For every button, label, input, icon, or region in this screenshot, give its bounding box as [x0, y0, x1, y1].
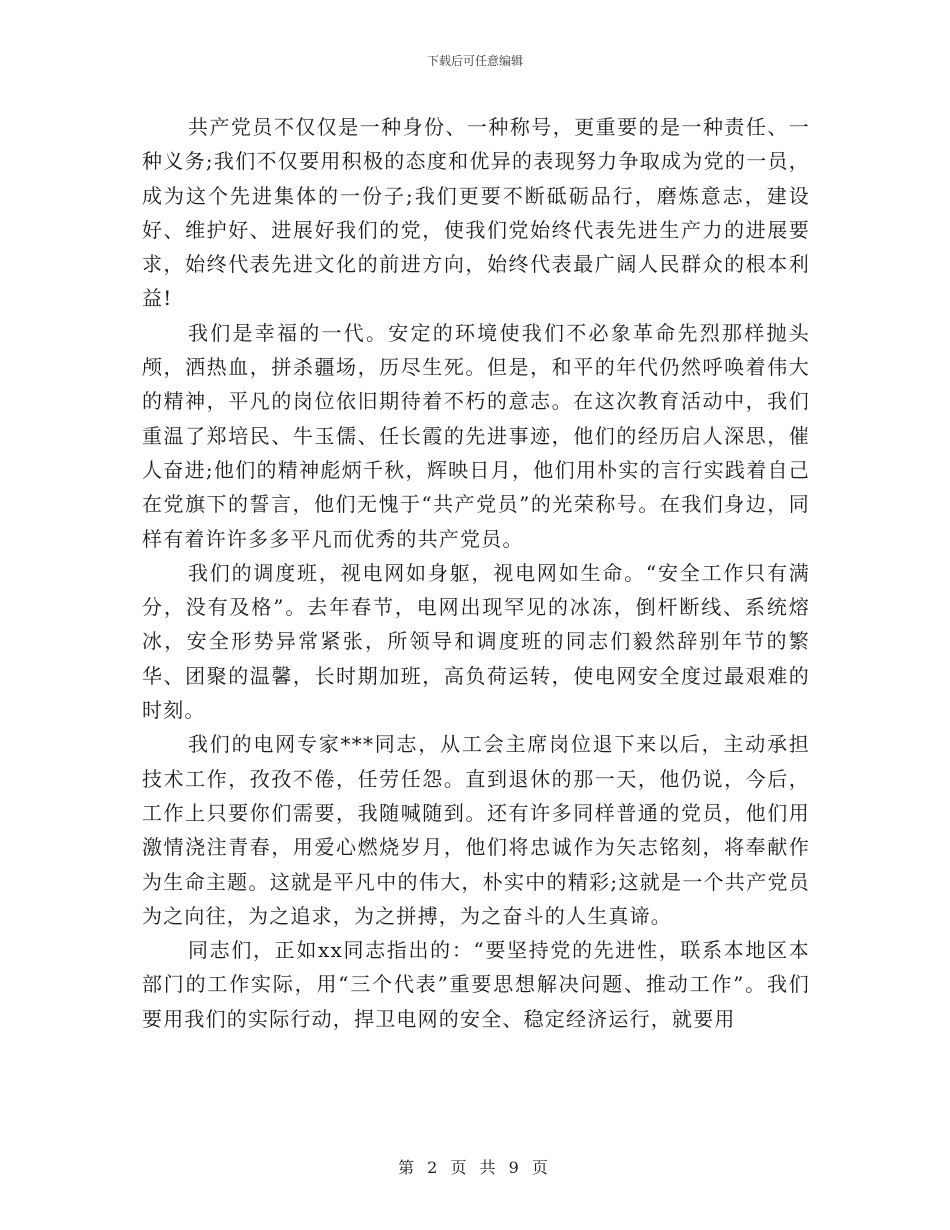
page-number-footer: 第 2 页 共 9 页: [398, 1158, 552, 1177]
paragraph-2: 我们是幸福的一代。安定的环境使我们不必象革命先烈那样抛头颅，洒热血，拼杀疆场，历尽生死。但是，和平的年代仍然呼唤着伟大的精神，平凡的岗位依旧期待着不朽的意志。在这次教育活动中，我们重温了郑培民、牛玉儒、任长霞的先进事迹，他们的经历启人深思，催人奋进;他们的精神彪炳千秋，辉映日月，他们用朴实的言行实践着自己在党旗下的誓言，他们无愧于“共产党员”的光荣称号。在我们身边，同样有着许许多多平凡而优秀的共产党员。: [142, 320, 810, 551]
paragraph-4: 我们的电网专家***同志，从工会主席岗位退下来以后，主动承担技术工作，孜孜不倦，任劳任怨。直到退休的那一天，他仍说，今后，工作上只要你们需要，我随喊随到。还有许多同样普通的党员，他们用激情浇注青春，用爱心燃烧岁月，他们将忠诚作为矢志铭刻，将奉献作为生命主题。这就是平凡中的伟大，朴实中的精彩;这就是一个共产党员为之向往，为之追求，为之拼搏，为之奋斗的人生真谛。: [142, 732, 810, 928]
paragraph-5: 同志们，正如xx同志指出的：“要坚持党的先进性，联系本地区本部门的工作实际，用“三个代表”重要思想解决问题、推动工作”。我们要用我们的实际行动，捍卫电网的安全、稳定经济运行，就要用: [142, 938, 810, 1031]
page-header-note: 下载后可任意编辑: [426, 54, 523, 68]
document-body: [142, 110, 810, 1036]
paragraph-1: 共产党员不仅仅是一种身份、一种称号，更重要的是一种责任、一种义务;我们不仅要用积极的态度和优异的表现努力争取成为党的一员，成为这个先进集体的一份子;我们更要不断砥砺品行，磨炼意志，建设好、维护好、进展好我们的党，使我们党始终代表先进生产力的进展要求，始终代表先进文化的前进方向，始终代表最广阔人民群众的根本利益!: [142, 115, 810, 311]
paragraph-3: 我们的调度班，视电网如身躯，视电网如生命。“安全工作只有满分，没有及格”。去年春节，电网出现罕见的冰冻，倒杆断线、系统熔冰，安全形势异常紧张，所领导和调度班的同志们毅然辞别年节的繁华、团聚的温馨，长时期加班，高负荷运转，使电网安全度过最艰难的时刻。: [142, 560, 810, 723]
